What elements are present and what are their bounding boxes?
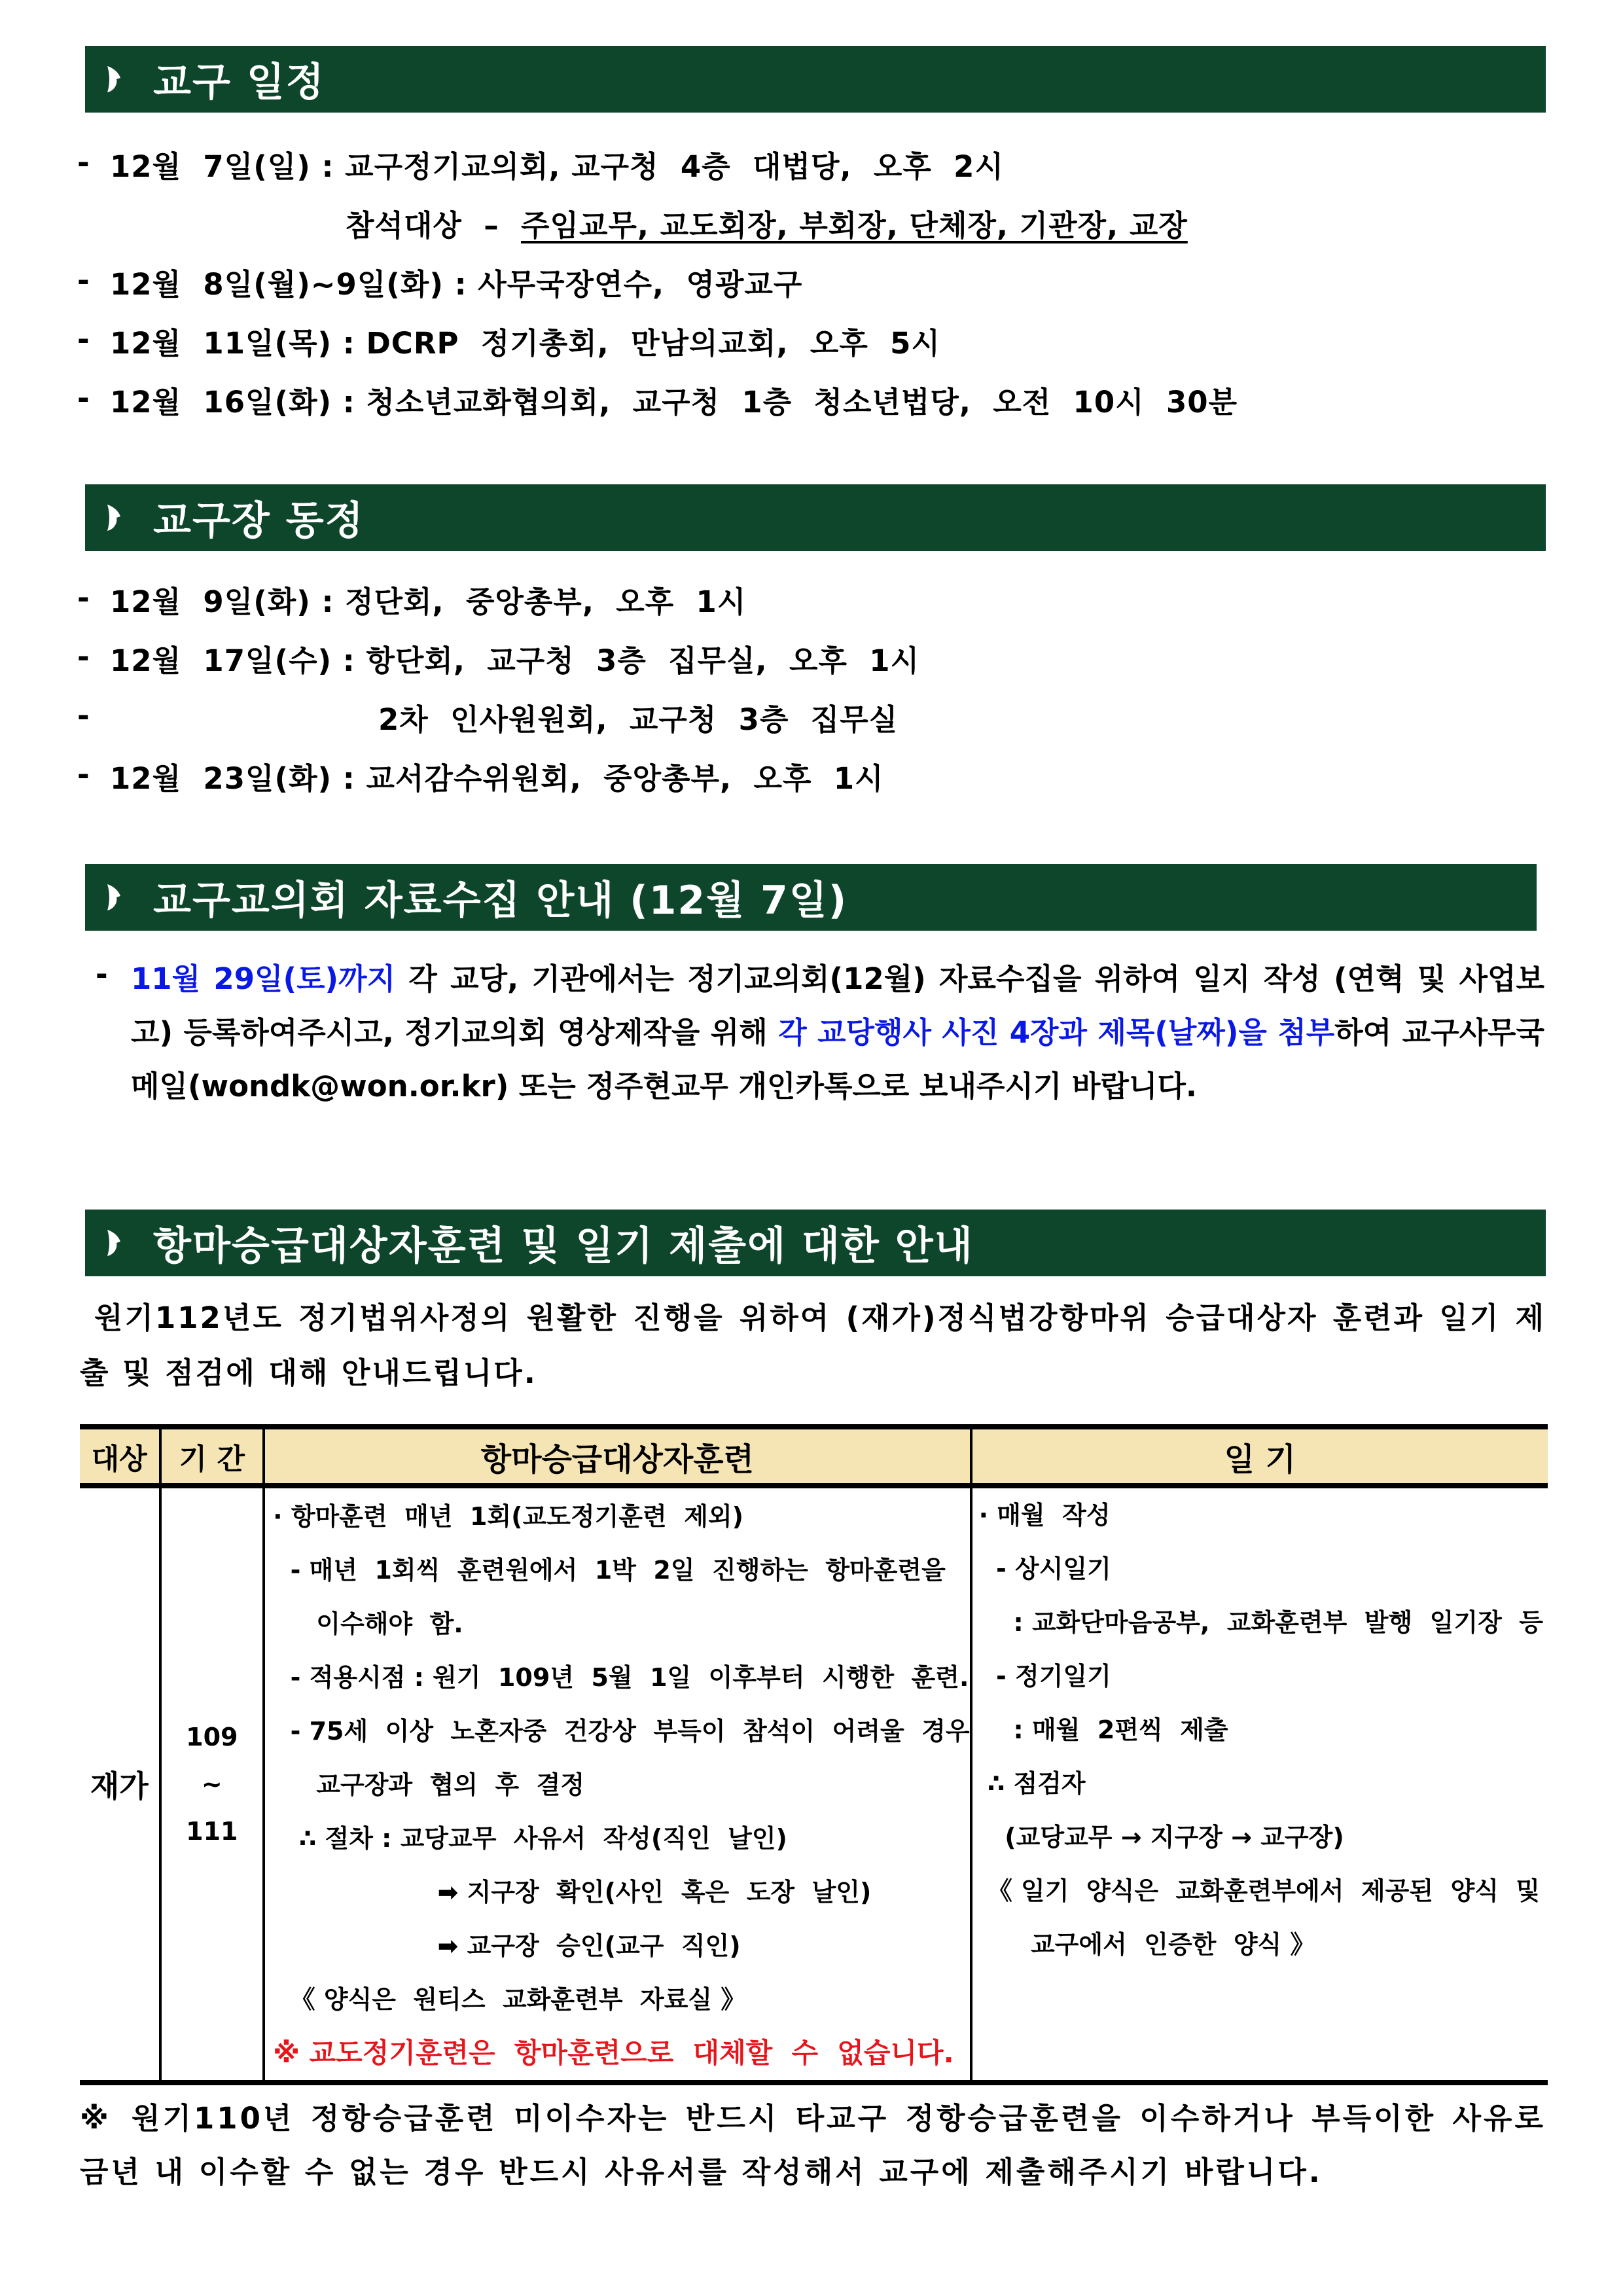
dash: - xyxy=(77,263,90,298)
attendees-label: 참석대상 – xyxy=(346,208,522,243)
attendees-list: 주임교무, 교도회장, 부회장, 단체장, 기관장, 교장 xyxy=(521,208,1188,243)
training-table xyxy=(80,1424,1548,2085)
section-title: 교구장 동정 xyxy=(153,498,365,544)
dash: - xyxy=(77,581,90,615)
col-header-target: 대상 xyxy=(80,1427,160,1486)
dash: - xyxy=(96,957,108,992)
schedule-item: 12월 11일(목) : DCRP 정기총회, 만남의교회, 오후 5시 xyxy=(110,326,940,361)
col-header-diary: 일 기 xyxy=(971,1427,1548,1486)
collection-paragraph: 11월 29일(토)까지 각 교당, 기관에서는 정기교의회(12월) 자료수집을 위하여 일지 작성 (연혁 및 사업보고) 등록하여주시고, 정기교의회 영상제작을 위해 각 교당행사 사진 4장과 제목(날짜)을 첨부하여 교구사무국 메일(wondk@won.or.kr) 또는 정주현교무 개인카톡으로 보내주시기 바랍니다. xyxy=(131,961,1544,1103)
dash: - xyxy=(77,639,90,674)
table-header-row xyxy=(80,1427,1548,1486)
section-title: 항마승급대상자훈련 및 일기 제출에 대한 안내 xyxy=(153,1223,974,1269)
bishop-item: 12월 9일(화) : 정단회, 중앙총부, 오후 1시 xyxy=(110,584,747,619)
section-header-schedule xyxy=(85,46,1546,113)
col-header-training: 항마승급대상자훈련 xyxy=(264,1427,971,1486)
photo-requirement-highlight: 각 교당행사 사진 4장과 제목(날짜)을 첨부 xyxy=(778,1015,1335,1050)
bishop-item: 12월 17일(수) : 항단회, 교구청 3층 집무실, 오후 1시 xyxy=(110,643,920,678)
schedule-item: 12월 7일(일) : 교구정기교의회, 교구청 4층 대법당, 오후 2시 xyxy=(110,149,1004,184)
period-cell: 109 ~ 111 xyxy=(160,1486,264,2083)
section-header-bishop xyxy=(85,484,1546,551)
section-header-training xyxy=(85,1210,1546,1276)
col-header-period: 기 간 xyxy=(160,1427,264,1486)
section-title: 교구 일정 xyxy=(153,60,325,105)
target-cell: 재가 xyxy=(80,1486,160,2083)
diary-cell: · 매월 작성 - 상시일기 : 교화단마음공부, 교화훈련부 발행 일기장 등 - 정기일기 : 매월 2편씩 제출 ∴ 점검자 (교당교무 → 지구장 → 교구장) 《 일기 양식은 교화훈련부에서 제공된 양식 및 교구에서 인증한 양식 》 xyxy=(971,1486,1548,2083)
leaf-bullet-icon xyxy=(105,883,122,912)
bishop-item: 12월 23일(화) : 교서감수위원회, 중앙총부, 오후 1시 xyxy=(110,761,884,796)
leaf-bullet-icon xyxy=(105,65,122,94)
dash: - xyxy=(77,381,90,416)
leaf-bullet-icon xyxy=(105,1229,122,1257)
deadline-highlight: 11월 29일(토)까지 xyxy=(131,961,396,996)
schedule-item: 12월 8일(월)~9일(화) : 사무국장연수, 영광교구 xyxy=(110,267,803,302)
dash: - xyxy=(77,757,90,792)
bishop-item: 2차 인사원원회, 교구청 3층 집무실 xyxy=(378,702,899,737)
schedule-item: 12월 16일(화) : 청소년교화협의회, 교구청 1층 청소년법당, 오전 10시 30분 xyxy=(110,385,1238,420)
leaf-bullet-icon xyxy=(105,503,122,532)
dash: - xyxy=(77,698,90,733)
training-warning: ※ 교도정기훈련은 항마훈련으로 대체할 수 없습니다. xyxy=(273,2037,954,2069)
dash: - xyxy=(77,322,90,357)
training-intro: 원기112년도 정기법위사정의 원활한 진행을 위하여 (재가)정식법강항마위 승급대상자 훈련과 일기 제출 및 점검에 대해 안내드립니다. xyxy=(80,1300,1546,1390)
attendees-line xyxy=(346,206,1188,245)
dash: - xyxy=(77,145,90,180)
footnote: ※ 원기110년 정항승급훈련 미이수자는 반드시 타교구 정항승급훈련을 이수하거나 부득이한 사유로 금년 내 이수할 수 없는 경우 반드시 사유서를 작성해서 교구에 제출해주시기 바랍니다. xyxy=(80,2101,1546,2189)
section-title: 교구교의회 자료수집 안내 (12월 7일) xyxy=(153,878,848,924)
section-header-collection xyxy=(85,864,1537,931)
table-row xyxy=(80,1486,1548,2083)
training-cell: · 항마훈련 매년 1회(교도정기훈련 제외) - 매년 1회씩 훈련원에서 1박 2일 진행하는 항마훈련을 이수해야 함. - 적용시점 : 원기 109년 5월 1일 이후부터 시행한 훈련. - 75세 이상 노혼자중 건강상 부득이 참석이 어려울 경우 교구장과 협의 후 결정 ∴ 절차 : 교당교무 사유서 작성(직인 날인) ➡ 지구장 확인(사인 혹은 도장 날인) ➡ 교구장 승인(교구 직인) 《 양식은 원티스 교화훈련부 자료실 》 ※ 교도정기훈련은 항마훈련으로 대체할 수 없습니다. xyxy=(264,1486,971,2083)
